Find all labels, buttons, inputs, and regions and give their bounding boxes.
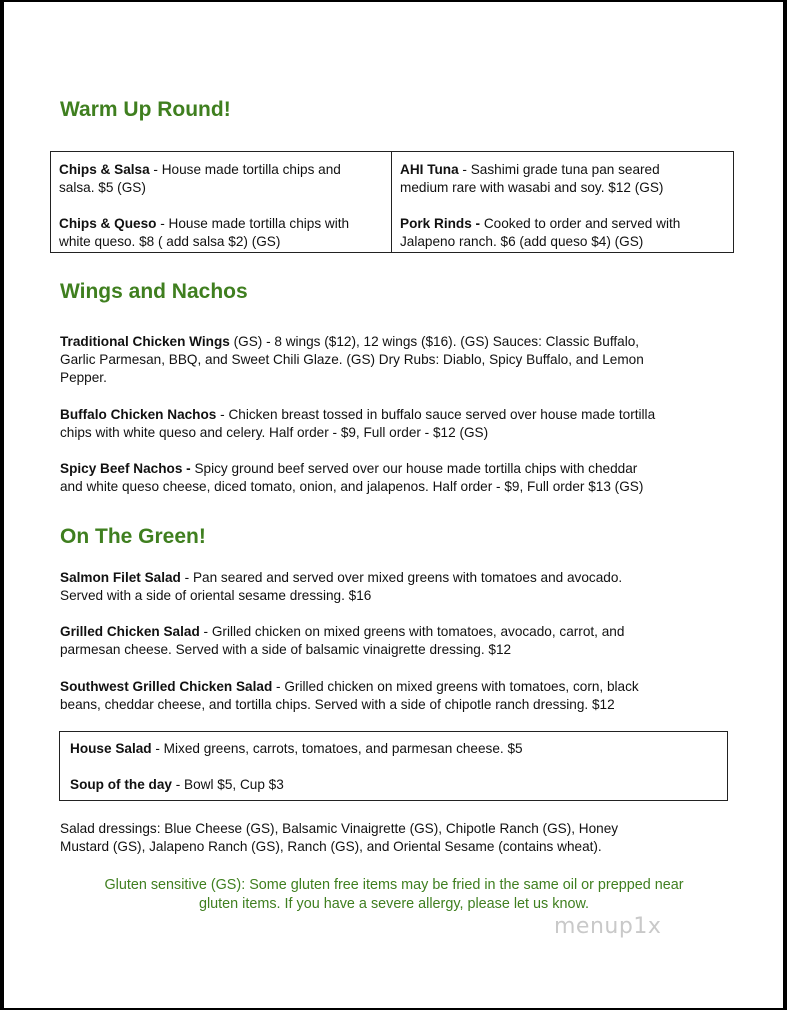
menu-item-house-salad (70, 740, 710, 758)
item-desc: - Sashimi grade tuna pan seared (458, 162, 660, 177)
menu-item-salmon-salad (60, 569, 730, 605)
item-desc: - Bowl $5, Cup $3 (171, 777, 284, 792)
item-desc: beans, cheddar cheese, and tortilla chips. Served with a side of chipotle ranch dressing. $12 (60, 697, 615, 712)
gluten-note-line: gluten items. If you have a severe allergy, please let us know. (198, 896, 590, 912)
menu-item-grilled-chicken-salad (60, 623, 730, 659)
item-desc: - Grilled chicken on mixed greens with tomatoes, avocado, carrot, and (199, 624, 625, 639)
menu-item-soup-of-the-day (70, 776, 710, 794)
menu-item-pork-rinds (400, 215, 730, 251)
item-name: Soup of the day (70, 777, 172, 792)
menu-item-ahi-tuna (400, 161, 730, 197)
item-name: Spicy Beef Nachos - (60, 461, 191, 476)
item-name: Salmon Filet Salad (60, 570, 181, 585)
menu-item-southwest-salad (60, 678, 730, 714)
item-name: AHI Tuna (400, 162, 459, 177)
item-name: Buffalo Chicken Nachos (60, 407, 217, 422)
menu-item-chips-queso (59, 215, 389, 251)
item-desc: Jalapeno ranch. $6 (add queso $4) (GS) (400, 234, 644, 249)
item-desc: Pepper. (60, 370, 107, 385)
section-title-on-the-green: On The Green! (60, 525, 206, 548)
warm-up-table (50, 151, 734, 253)
menu-page (4, 2, 783, 1008)
item-desc: chips with white queso and celery. Half order - $9, Full order - $12 (GS) (60, 425, 489, 440)
item-name: Chips & Queso (59, 216, 157, 231)
item-desc: Garlic Parmesan, BBQ, and Sweet Chili Glaze. (GS) Dry Rubs: Diablo, Spicy Buffalo, and Lemon (60, 352, 644, 367)
item-desc: - Chicken breast tossed in buffalo sauce served over house made tortilla (216, 407, 656, 422)
item-name: Southwest Grilled Chicken Salad (60, 679, 273, 694)
item-name: House Salad (70, 741, 152, 756)
section-title-wings: Wings and Nachos (60, 280, 248, 303)
item-desc: parmesan cheese. Served with a side of balsamic vinaigrette dressing. $12 (60, 642, 512, 657)
menu-item-chips-salsa (59, 161, 389, 197)
menu-item-traditional-wings (60, 333, 730, 387)
salad-dressings-note (60, 820, 730, 856)
table-divider (391, 152, 392, 252)
item-desc: - House made tortilla chips and (149, 162, 341, 177)
item-desc: - Mixed greens, carrots, tomatoes, and parmesan cheese. $5 (151, 741, 523, 756)
gluten-sensitive-note (44, 876, 744, 914)
item-desc: white queso. $8 ( add salsa $2) (GS) (59, 234, 281, 249)
dressings-line: Mustard (GS), Jalapeno Ranch (GS), Ranch (GS), and Oriental Sesame (contains wheat). (60, 839, 602, 854)
item-desc: medium rare with wasabi and soy. $12 (GS) (400, 180, 664, 195)
item-desc: and white queso cheese, diced tomato, onion, and jalapenos. Half order - $9, Full order $13 (GS) (60, 479, 644, 494)
item-desc: Spicy ground beef served over our house made tortilla chips with cheddar (190, 461, 638, 476)
menu-item-buffalo-nachos (60, 406, 730, 442)
item-desc: (GS) - 8 wings ($12), 12 wings ($16). (GS) Sauces: Classic Buffalo, (229, 334, 640, 349)
menupix-watermark: menup1x (554, 914, 662, 939)
item-name: Chips & Salsa (59, 162, 150, 177)
dressings-line: Salad dressings: Blue Cheese (GS), Balsamic Vinaigrette (GS), Chipotle Ranch (GS), Honey (60, 821, 619, 836)
section-title-warm-up: Warm Up Round! (60, 98, 231, 121)
item-name: Pork Rinds - (400, 216, 481, 231)
item-desc: Cooked to order and served with (480, 216, 681, 231)
item-desc: - Grilled chicken on mixed greens with tomatoes, corn, black (272, 679, 639, 694)
item-desc: - Pan seared and served over mixed greens with tomatoes and avocado. (180, 570, 623, 585)
item-desc: Served with a side of oriental sesame dressing. $16 (60, 588, 372, 603)
menu-item-spicy-beef-nachos (60, 460, 730, 496)
item-desc: salsa. $5 (GS) (59, 180, 146, 195)
item-name: Grilled Chicken Salad (60, 624, 200, 639)
item-name: Traditional Chicken Wings (60, 334, 230, 349)
house-salad-soup-box (59, 731, 728, 801)
gluten-note-line: Gluten sensitive (GS): Some gluten free items may be fried in the same oil or prepped near (104, 877, 684, 893)
item-desc: - House made tortilla chips with (156, 216, 350, 231)
